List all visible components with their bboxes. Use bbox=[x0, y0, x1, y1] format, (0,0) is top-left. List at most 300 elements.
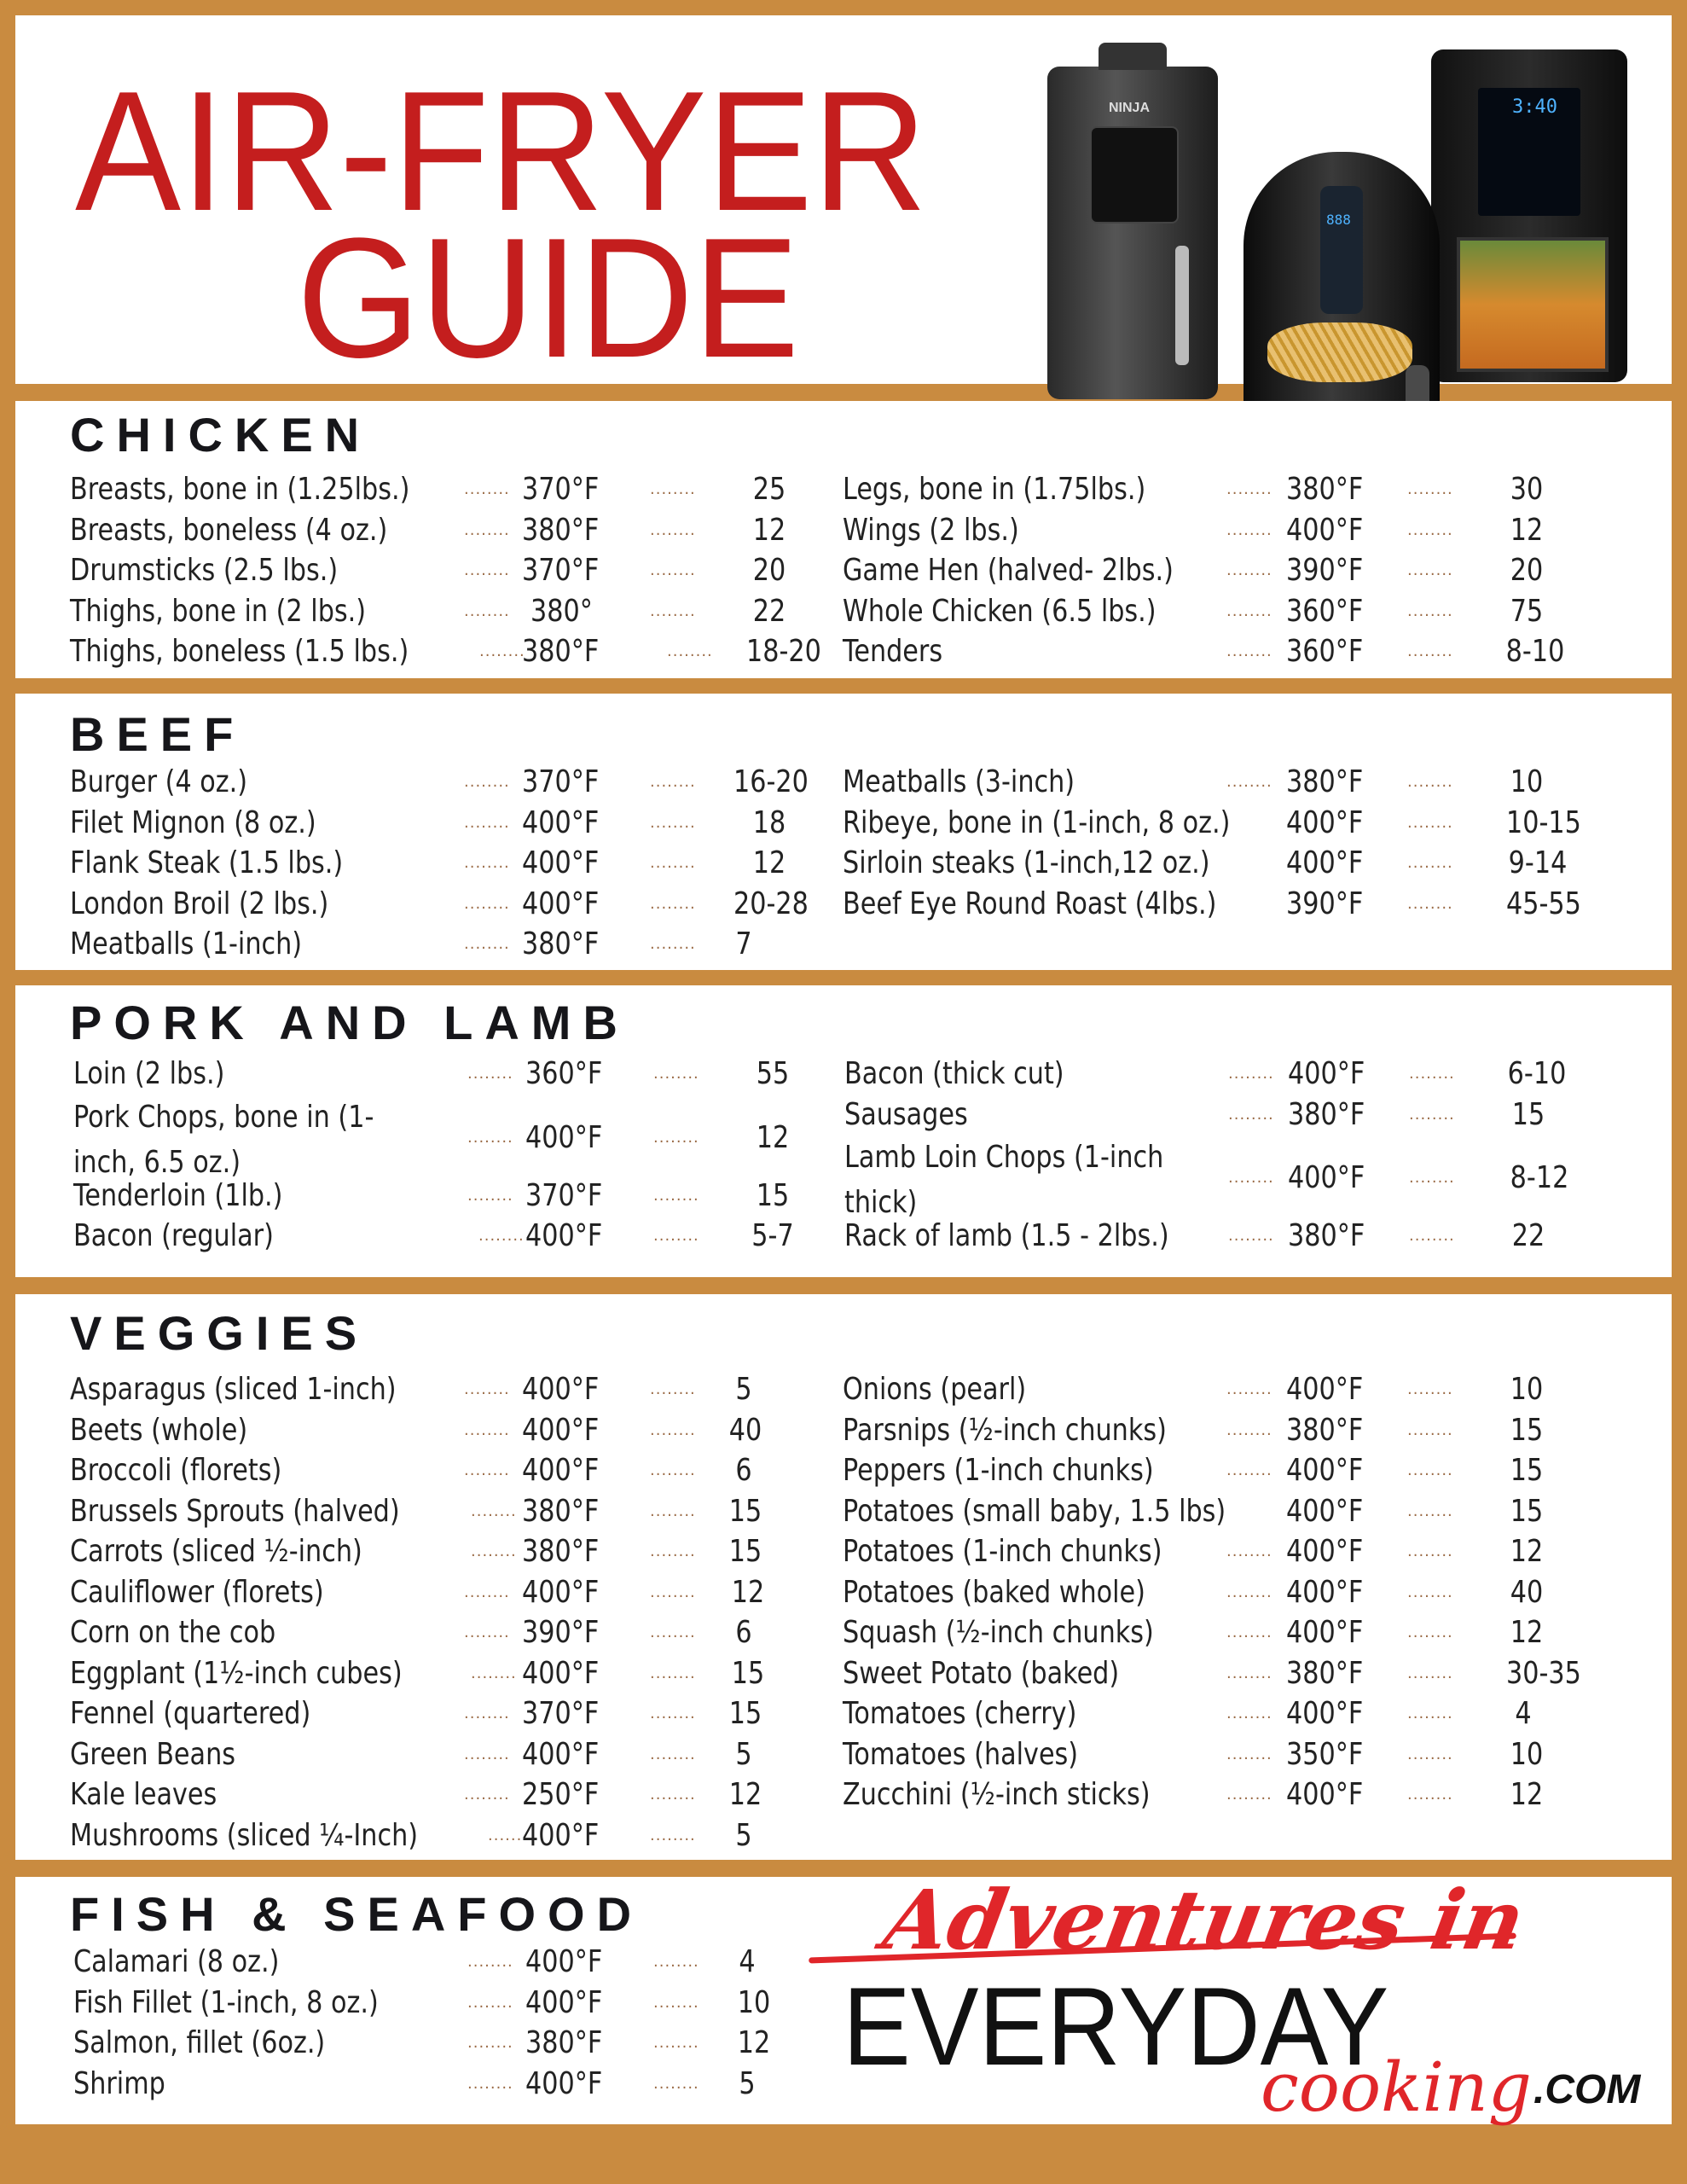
leader-dots: ........ bbox=[464, 773, 510, 791]
item-name: Drumsticks (2.5 lbs.) bbox=[70, 553, 339, 588]
item-temp: 370°F bbox=[522, 764, 600, 799]
table-row bbox=[843, 1774, 1661, 1815]
item-time: 15 bbox=[1510, 1493, 1544, 1529]
leader-dots: ........ bbox=[464, 1705, 510, 1722]
table-row bbox=[70, 1815, 838, 1856]
leader-dots: ........ bbox=[478, 1227, 525, 1245]
chicken-left-column bbox=[70, 469, 838, 672]
item-temp: 380°F bbox=[522, 926, 600, 961]
logo-script-bottom: cooking bbox=[1261, 2048, 1532, 2127]
logo-script-top: Adventures in bbox=[877, 1872, 1532, 1968]
logo-everyday: EVERYDAY bbox=[843, 1964, 1389, 2088]
table-row bbox=[73, 1095, 841, 1180]
item-time: 12 bbox=[1510, 512, 1544, 548]
item-name: Pork Chops, bone in (1-inch, 6.5 oz.) bbox=[73, 1099, 374, 1180]
header-panel bbox=[15, 15, 1672, 393]
item-temp: 400°F bbox=[522, 886, 600, 921]
table-row bbox=[843, 1734, 1661, 1775]
leader-dots: ........ bbox=[1407, 520, 1453, 539]
item-time: 10 bbox=[1510, 764, 1544, 799]
item-temp: 400°F bbox=[525, 1984, 603, 2020]
leader-dots: ........ bbox=[464, 813, 510, 832]
item-name: Mushrooms (sliced ¼-Inch) bbox=[70, 1817, 419, 1853]
item-time: 16-20 bbox=[733, 764, 809, 799]
leader-dots: ........ bbox=[1226, 1786, 1272, 1804]
item-time: 8-10 bbox=[1505, 634, 1565, 669]
item-time: 15 bbox=[728, 1696, 762, 1731]
leader-dots: ........ bbox=[464, 520, 510, 539]
leader-dots: ........ bbox=[1228, 1065, 1274, 1083]
item-name: Broccoli (florets) bbox=[70, 1453, 282, 1488]
item-time: 30 bbox=[1510, 472, 1544, 507]
item-temp: 370°F bbox=[525, 1177, 603, 1213]
item-name: Burger (4 oz.) bbox=[70, 764, 248, 799]
leader-dots: ........ bbox=[650, 894, 696, 913]
item-time: 75 bbox=[1510, 593, 1544, 629]
section-chicken bbox=[15, 401, 1672, 678]
leader-dots: ........ bbox=[650, 1786, 696, 1804]
table-row bbox=[73, 1983, 841, 2024]
item-temp: 350°F bbox=[1286, 1736, 1364, 1772]
leader-dots: ........ bbox=[471, 1502, 517, 1520]
item-temp: 400°F bbox=[1286, 1696, 1364, 1731]
item-time: 15 bbox=[728, 1493, 762, 1529]
item-temp: 360°F bbox=[1286, 634, 1364, 669]
chicken-right-column bbox=[843, 469, 1661, 672]
item-name: Ribeye, bone in (1-inch, 8 oz.) bbox=[843, 804, 1231, 840]
item-name: Lamb Loin Chops (1-inch thick) bbox=[844, 1140, 1164, 1220]
table-row bbox=[70, 1450, 838, 1491]
item-temp: 400°F bbox=[1286, 845, 1364, 880]
table-row bbox=[844, 1216, 1663, 1257]
leader-dots: ........ bbox=[650, 480, 696, 498]
item-time: 5-7 bbox=[751, 1218, 794, 1253]
item-temp: 400°F bbox=[1286, 1777, 1364, 1812]
table-row bbox=[843, 1450, 1661, 1491]
leader-dots: ........ bbox=[1409, 1227, 1455, 1245]
leader-dots: ........ bbox=[1409, 1065, 1455, 1083]
item-temp: 380°F bbox=[1286, 1412, 1364, 1448]
item-time: 4 bbox=[739, 1944, 756, 1979]
leader-dots: ........ bbox=[1226, 601, 1272, 620]
item-time: 5 bbox=[735, 1736, 752, 1772]
leader-dots: ........ bbox=[464, 894, 510, 913]
leader-dots: ........ bbox=[467, 2074, 513, 2093]
item-name: Meatballs (1-inch) bbox=[70, 926, 303, 961]
ninja-label: NINJA bbox=[1109, 101, 1151, 115]
leader-dots: ........ bbox=[464, 1745, 510, 1763]
table-row bbox=[73, 1216, 841, 1257]
leader-dots: ........ bbox=[1226, 561, 1272, 579]
leader-dots: ........ bbox=[464, 561, 510, 579]
item-time: 9-14 bbox=[1508, 845, 1568, 880]
item-name: Breasts, bone in (1.25lbs.) bbox=[70, 472, 410, 507]
table-row bbox=[843, 591, 1661, 632]
page-title-line1: AIR-FRYER bbox=[75, 56, 928, 247]
leader-dots: ........ bbox=[467, 1993, 513, 2012]
leader-dots: ........ bbox=[1407, 1542, 1453, 1560]
item-temp: 400°F bbox=[1286, 804, 1364, 840]
item-time: 4 bbox=[1515, 1696, 1532, 1731]
leader-dots: ........ bbox=[653, 1227, 699, 1245]
table-row bbox=[70, 884, 838, 925]
item-time: 45-55 bbox=[1506, 886, 1581, 921]
item-time: 10-15 bbox=[1506, 804, 1581, 840]
item-temp: 400°F bbox=[1286, 1534, 1364, 1569]
item-time: 15 bbox=[1511, 1096, 1545, 1132]
item-temp: 250°F bbox=[522, 1777, 600, 1812]
leader-dots: ........ bbox=[650, 1745, 696, 1763]
leader-dots: ........ bbox=[1407, 1623, 1453, 1641]
section-title: VEGGIES bbox=[70, 1306, 369, 1360]
item-time: 5 bbox=[735, 1372, 752, 1407]
table-row bbox=[70, 1693, 838, 1734]
oven-display-time: 3:40 bbox=[1512, 96, 1557, 118]
item-temp: 400°F bbox=[522, 1412, 600, 1448]
leader-dots: ........ bbox=[467, 2034, 513, 2052]
leader-dots: ........ bbox=[464, 935, 510, 953]
item-name: Potatoes (small baby, 1.5 lbs) bbox=[843, 1493, 1226, 1529]
item-name: Breasts, boneless (4 oz.) bbox=[70, 512, 388, 548]
item-time: 5 bbox=[739, 2065, 756, 2101]
leader-dots: ........ bbox=[667, 642, 713, 660]
item-time: 15 bbox=[1510, 1412, 1544, 1448]
leader-dots: ........ bbox=[1409, 1105, 1455, 1124]
leader-dots: ........ bbox=[1226, 1542, 1272, 1560]
item-name: Flank Steak (1.5 lbs.) bbox=[70, 845, 344, 880]
item-temp: 380°F bbox=[522, 634, 600, 669]
leader-dots: ........ bbox=[1226, 642, 1272, 660]
leader-dots: ........ bbox=[464, 1623, 510, 1641]
leader-dots: ........ bbox=[1226, 1583, 1272, 1601]
item-time: 12 bbox=[731, 1574, 765, 1610]
section-title: BEEF bbox=[70, 707, 246, 761]
item-name: Green Beans bbox=[70, 1736, 236, 1772]
item-time: 6 bbox=[735, 1615, 752, 1650]
item-name: Bacon (regular) bbox=[73, 1218, 274, 1253]
item-name: Thighs, boneless (1.5 lbs.) bbox=[70, 634, 409, 669]
item-temp: 390°F bbox=[1286, 553, 1364, 588]
item-name: Fish Fillet (1-inch, 8 oz.) bbox=[73, 1984, 379, 2020]
item-name: Wings (2 lbs.) bbox=[843, 512, 1019, 548]
brand-logo bbox=[791, 1872, 1670, 2127]
leader-dots: ........ bbox=[653, 1953, 699, 1971]
item-temp: 400°F bbox=[1286, 1574, 1364, 1610]
item-time: 12 bbox=[1510, 1534, 1544, 1569]
beef-right-column bbox=[843, 762, 1661, 924]
pork-right-column bbox=[844, 1054, 1663, 1257]
item-temp: 380°F bbox=[1286, 1655, 1364, 1691]
item-name: Corn on the cob bbox=[70, 1615, 276, 1650]
ninja-air-fryer-icon bbox=[1047, 67, 1218, 399]
item-name: Potatoes (1-inch chunks) bbox=[843, 1534, 1162, 1569]
item-temp: 380°F bbox=[522, 512, 600, 548]
item-time: 55 bbox=[756, 1056, 790, 1091]
item-time: 15 bbox=[728, 1534, 762, 1569]
leader-dots: ........ bbox=[650, 1461, 696, 1479]
item-name: Beets (whole) bbox=[70, 1412, 248, 1448]
item-time: 10 bbox=[1510, 1736, 1544, 1772]
table-row bbox=[70, 1410, 838, 1451]
leader-dots: ........ bbox=[653, 2074, 699, 2093]
leader-dots: ........ bbox=[467, 1065, 513, 1083]
leader-dots: ........ bbox=[650, 1583, 696, 1601]
table-row bbox=[843, 803, 1661, 844]
item-name: Peppers (1-inch chunks) bbox=[843, 1453, 1154, 1488]
item-temp: 390°F bbox=[522, 1615, 600, 1650]
veggies-left-column bbox=[70, 1369, 838, 1856]
item-temp: 400°F bbox=[1286, 1493, 1364, 1529]
oven-air-fryer-icon bbox=[1431, 49, 1627, 382]
page-title-line2: GUIDE bbox=[297, 203, 800, 393]
item-name: Tomatoes (halves) bbox=[843, 1736, 1079, 1772]
leader-dots: ........ bbox=[1226, 520, 1272, 539]
table-row bbox=[843, 1653, 1661, 1694]
section-title: PORK AND LAMB bbox=[70, 996, 629, 1049]
leader-dots: ........ bbox=[464, 601, 510, 620]
item-temp: 400°F bbox=[525, 1218, 603, 1253]
leader-dots: ........ bbox=[467, 1128, 513, 1147]
item-time: 40 bbox=[728, 1412, 762, 1448]
item-temp: 400°F bbox=[1286, 1615, 1364, 1650]
item-name: Brussels Sprouts (halved) bbox=[70, 1493, 400, 1529]
item-name: Filet Mignon (8 oz.) bbox=[70, 804, 316, 840]
leader-dots: ........ bbox=[464, 1380, 510, 1398]
table-row bbox=[844, 1054, 1663, 1095]
leader-dots: ........ bbox=[1226, 1623, 1272, 1641]
item-temp: 400°F bbox=[522, 1736, 600, 1772]
item-name: Tomatoes (cherry) bbox=[843, 1696, 1077, 1731]
leader-dots: ........ bbox=[464, 1461, 510, 1479]
table-row bbox=[843, 510, 1661, 551]
table-row bbox=[843, 1531, 1661, 1572]
item-name: Eggplant (1½-inch cubes) bbox=[70, 1655, 403, 1691]
fish-left-column bbox=[73, 1942, 841, 2104]
item-temp: 360°F bbox=[1286, 593, 1364, 629]
leader-dots: ........ bbox=[471, 1542, 517, 1560]
table-row bbox=[843, 884, 1661, 925]
leader-dots: ........ bbox=[650, 520, 696, 539]
table-row bbox=[844, 1135, 1663, 1220]
leader-dots: ........ bbox=[650, 813, 696, 832]
item-temp: 400°F bbox=[522, 1817, 600, 1853]
leader-dots: ........ bbox=[467, 1186, 513, 1205]
item-name: Sweet Potato (baked) bbox=[843, 1655, 1120, 1691]
leader-dots: ........ bbox=[653, 1186, 699, 1205]
leader-dots: ........ bbox=[1228, 1105, 1274, 1124]
leader-dots: ........ bbox=[467, 1953, 513, 1971]
item-time: 22 bbox=[752, 593, 786, 629]
leader-dots: ........ bbox=[650, 1380, 696, 1398]
leader-dots: ........ bbox=[464, 1420, 510, 1439]
item-name: Calamari (8 oz.) bbox=[73, 1944, 280, 1979]
item-temp: 400°F bbox=[1286, 512, 1364, 548]
table-row bbox=[70, 1734, 838, 1775]
leader-dots: ........ bbox=[1407, 1380, 1453, 1398]
leader-dots: ........ bbox=[1407, 1786, 1453, 1804]
leader-dots: ........ bbox=[1407, 561, 1453, 579]
item-name: Zucchini (½-inch sticks) bbox=[843, 1777, 1151, 1812]
item-time: 25 bbox=[752, 472, 786, 507]
logo-dotcom: .COM bbox=[1533, 2067, 1641, 2112]
item-name: Onions (pearl) bbox=[843, 1372, 1027, 1407]
item-name: Legs, bone in (1.75lbs.) bbox=[843, 472, 1146, 507]
table-row bbox=[70, 1572, 838, 1613]
fries-icon bbox=[1267, 322, 1412, 382]
table-row bbox=[843, 631, 1661, 672]
leader-dots: ........ bbox=[1226, 1745, 1272, 1763]
table-row bbox=[843, 469, 1661, 510]
leader-dots: ........ bbox=[650, 601, 696, 620]
item-name: Bacon (thick cut) bbox=[844, 1056, 1064, 1091]
leader-dots: ........ bbox=[1407, 1705, 1453, 1722]
table-row bbox=[70, 1369, 838, 1410]
item-name: Beef Eye Round Roast (4lbs.) bbox=[843, 886, 1217, 921]
leader-dots: ........ bbox=[1407, 773, 1453, 791]
leader-dots: ........ bbox=[1226, 1461, 1272, 1479]
table-row bbox=[844, 1095, 1663, 1136]
item-time: 18-20 bbox=[746, 634, 821, 669]
item-name: Rack of lamb (1.5 - 2lbs.) bbox=[844, 1218, 1169, 1253]
section-title: FISH & SEAFOOD bbox=[70, 1887, 644, 1941]
item-name: Cauliflower (florets) bbox=[70, 1574, 324, 1610]
item-time: 12 bbox=[752, 845, 786, 880]
table-row bbox=[70, 924, 838, 965]
leader-dots: ........ bbox=[1228, 1227, 1274, 1245]
leader-dots: ........ bbox=[650, 935, 696, 953]
item-name: Salmon, fillet (6oz.) bbox=[73, 2025, 326, 2060]
table-row bbox=[70, 591, 838, 632]
leader-dots: ........ bbox=[1226, 773, 1272, 791]
table-row bbox=[843, 550, 1661, 591]
table-row bbox=[70, 843, 838, 884]
item-temp: 380°F bbox=[1286, 764, 1364, 799]
leader-dots: ........ bbox=[464, 1583, 510, 1601]
leader-dots: ........ bbox=[464, 480, 510, 498]
section-fish-seafood bbox=[15, 1872, 1672, 2127]
leader-dots: ........ bbox=[1226, 1420, 1272, 1439]
item-temp: 400°F bbox=[1288, 1160, 1365, 1195]
item-name: Shrimp bbox=[73, 2065, 165, 2101]
beef-left-column bbox=[70, 762, 838, 965]
item-temp: 400°F bbox=[522, 1372, 600, 1407]
item-time: 18 bbox=[752, 804, 786, 840]
leader-dots: ........ bbox=[1407, 1664, 1453, 1682]
table-row bbox=[843, 1369, 1661, 1410]
section-veggies bbox=[15, 1294, 1672, 1860]
section-beef bbox=[15, 694, 1672, 970]
leader-dots: ........ bbox=[1407, 642, 1453, 660]
leader-dots: ........ bbox=[464, 854, 510, 872]
table-row bbox=[73, 1054, 841, 1095]
item-name: Thighs, bone in (2 lbs.) bbox=[70, 593, 367, 629]
item-time: 12 bbox=[728, 1777, 762, 1812]
leader-dots: ........ bbox=[653, 2034, 699, 2052]
table-row bbox=[70, 550, 838, 591]
leader-dots: ........ bbox=[1407, 480, 1453, 498]
table-row bbox=[70, 631, 838, 672]
leader-dots: ........ bbox=[1228, 1169, 1274, 1187]
item-temp: 380°F bbox=[522, 1493, 600, 1529]
item-temp: 400°F bbox=[525, 1944, 603, 1979]
item-temp: 400°F bbox=[522, 1574, 600, 1610]
item-name: Tenders bbox=[843, 634, 943, 669]
item-temp: 400°F bbox=[522, 1453, 600, 1488]
leader-dots: ........ bbox=[650, 561, 696, 579]
leader-dots: ........ bbox=[1407, 1745, 1453, 1763]
leader-dots: ........ bbox=[1409, 1169, 1455, 1187]
item-name: London Broil (2 lbs.) bbox=[70, 886, 329, 921]
item-time: 22 bbox=[1511, 1218, 1545, 1253]
table-row bbox=[843, 1693, 1661, 1734]
table-row bbox=[70, 762, 838, 803]
item-name: Sirloin steaks (1-inch,12 oz.) bbox=[843, 845, 1210, 880]
item-time: 6-10 bbox=[1507, 1056, 1567, 1091]
leader-dots: ........ bbox=[650, 1420, 696, 1439]
item-time: 5 bbox=[735, 1817, 752, 1853]
leader-dots: ........ bbox=[650, 1705, 696, 1722]
item-time: 20 bbox=[752, 553, 786, 588]
leader-dots: ........ bbox=[471, 1664, 517, 1682]
item-time: 15 bbox=[731, 1655, 765, 1691]
table-row bbox=[70, 803, 838, 844]
leader-dots: ........ bbox=[488, 1826, 534, 1844]
item-temp: 380°F bbox=[1288, 1096, 1365, 1132]
table-row bbox=[73, 1176, 841, 1217]
item-time: 12 bbox=[756, 1119, 790, 1155]
item-temp: 400°F bbox=[1286, 1372, 1364, 1407]
item-name: Potatoes (baked whole) bbox=[843, 1574, 1145, 1610]
item-temp: 400°F bbox=[1288, 1056, 1365, 1091]
leader-dots: ........ bbox=[1407, 1420, 1453, 1439]
item-name: Game Hen (halved- 2lbs.) bbox=[843, 553, 1174, 588]
item-temp: 400°F bbox=[522, 845, 600, 880]
table-row bbox=[70, 1531, 838, 1572]
item-temp: 380°F bbox=[522, 1534, 600, 1569]
basket-display-digits: 888 bbox=[1326, 212, 1351, 228]
table-row bbox=[70, 1612, 838, 1653]
item-temp: 380° bbox=[530, 593, 593, 629]
leader-dots: ........ bbox=[653, 1128, 699, 1147]
item-temp: 400°F bbox=[525, 1119, 603, 1155]
item-time: 30-35 bbox=[1506, 1655, 1581, 1691]
table-row bbox=[73, 1942, 841, 1983]
table-row bbox=[843, 1491, 1661, 1532]
veggies-right-column bbox=[843, 1369, 1661, 1815]
item-name: Fennel (quartered) bbox=[70, 1696, 311, 1731]
table-row bbox=[70, 1774, 838, 1815]
table-row bbox=[843, 1410, 1661, 1451]
section-title: CHICKEN bbox=[70, 408, 372, 462]
leader-dots: ........ bbox=[1226, 1664, 1272, 1682]
item-name: Whole Chicken (6.5 lbs.) bbox=[843, 593, 1157, 629]
item-temp: 400°F bbox=[1286, 1453, 1364, 1488]
item-time: 20 bbox=[1510, 553, 1544, 588]
leader-dots: ........ bbox=[464, 1786, 510, 1804]
item-temp: 400°F bbox=[525, 2065, 603, 2101]
leader-dots: ........ bbox=[653, 1993, 699, 2012]
pork-left-column bbox=[73, 1054, 841, 1257]
table-row bbox=[70, 469, 838, 510]
table-row bbox=[843, 843, 1661, 884]
leader-dots: ........ bbox=[650, 1664, 696, 1682]
item-temp: 380°F bbox=[525, 2025, 603, 2060]
item-time: 12 bbox=[752, 512, 786, 548]
item-temp: 370°F bbox=[522, 1696, 600, 1731]
item-time: 12 bbox=[1510, 1615, 1544, 1650]
leader-dots: ........ bbox=[650, 1826, 696, 1844]
item-temp: 390°F bbox=[1286, 886, 1364, 921]
